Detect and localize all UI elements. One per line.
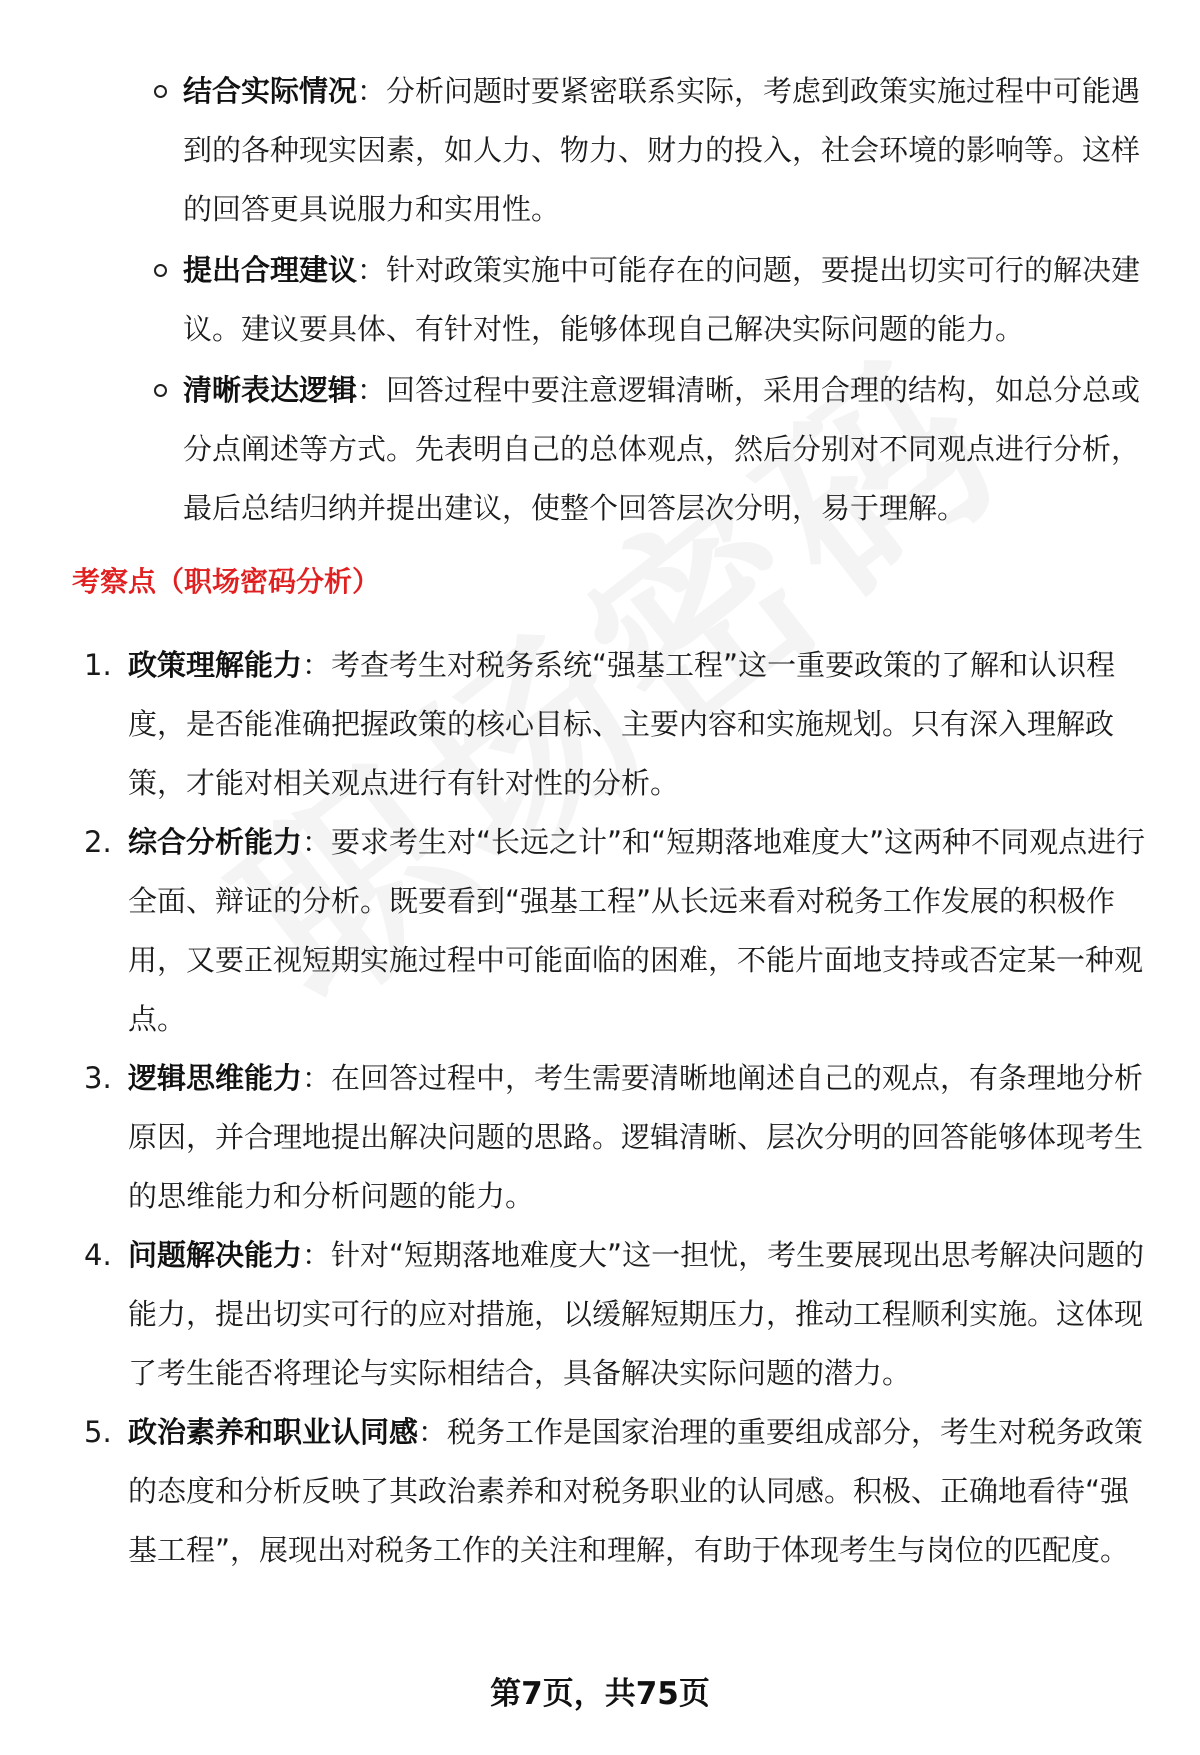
hollow-circle-bullet-icon — [154, 85, 167, 98]
exam-point-list — [72, 636, 1147, 1580]
exam-point-term: 逻辑思维能力 — [128, 1061, 303, 1095]
exam-point-number: 4. — [84, 1238, 112, 1272]
exam-point-item — [72, 1049, 1147, 1226]
exam-point-term: 综合分析能力 — [128, 825, 303, 859]
exam-point-text: ：税务工作是国家治理的重要组成部分，考生对税务政策的态度和分析反映了其政治素养和对税务职业的认同感。积极、正确地看待“强基工程”，展现出对税务工作的关注和理解，有助于体现考生与岗位的匹配度。 — [128, 1415, 1144, 1567]
sub-point-item — [150, 62, 1145, 239]
exam-point-text: ：针对“短期落地难度大”这一担忧，考生要展现出思考解决问题的能力，提出切实可行的应对措施，以缓解短期压力，推动工程顺利实施。这体现了考生能否将理论与实际相结合，具备解决实际问题的潜力。 — [128, 1238, 1145, 1390]
sub-point-term: 提出合理建议 — [183, 253, 358, 287]
exam-point-item — [72, 1403, 1147, 1580]
exam-point-term: 问题解决能力 — [128, 1238, 303, 1272]
page-number-footer: 第7页，共75页 — [490, 1676, 710, 1712]
exam-point-number: 5. — [84, 1415, 112, 1449]
sub-point-term: 结合实际情况 — [183, 74, 358, 108]
sub-point-item — [150, 361, 1145, 538]
exam-point-text: ：考查考生对税务系统“强基工程”这一重要政策的了解和认识程度，是否能准确把握政策的核心目标、主要内容和实施规划。只有深入理解政策，才能对相关观点进行有针对性的分析。 — [128, 648, 1116, 800]
sub-point-text: ：分析问题时要紧密联系实际，考虑到政策实施过程中可能遇到的各种现实因素，如人力、物力、财力的投入，社会环境的影响等。这样的回答更具说服力和实用性。 — [183, 74, 1141, 226]
exam-point-number: 2. — [84, 825, 112, 859]
section-heading: 考察点（职场密码分析） — [72, 565, 381, 598]
sub-point-text: ：回答过程中要注意逻辑清晰，采用合理的结构，如总分总或分点阐述等方式。先表明自己的总体观点，然后分别对不同观点进行分析，最后总结归纳并提出建议，使整个回答层次分明，易于理解。 — [183, 373, 1141, 525]
exam-point-number: 3. — [84, 1061, 112, 1095]
exam-point-term: 政策理解能力 — [128, 648, 303, 682]
exam-point-number: 1. — [84, 648, 112, 682]
exam-point-text: ：要求考生对“长远之计”和“短期落地难度大”这两种不同观点进行全面、辩证的分析。既要看到“强基工程”从长远来看对税务工作发展的积极作用，又要正视短期实施过程中可能面临的困难，不能片面地支持或否定某一种观点。 — [128, 825, 1146, 1036]
exam-point-item — [72, 813, 1147, 1049]
sub-point-text: ：针对政策实施中可能存在的问题，要提出切实可行的解决建议。建议要具体、有针对性，能够体现自己解决实际问题的能力。 — [183, 253, 1141, 346]
hollow-circle-bullet-icon — [154, 384, 167, 397]
exam-point-item — [72, 636, 1147, 813]
sub-point-term: 清晰表达逻辑 — [183, 373, 358, 407]
hollow-circle-bullet-icon — [154, 264, 167, 277]
exam-point-text: ：在回答过程中，考生需要清晰地阐述自己的观点，有条理地分析原因，并合理地提出解决问题的思路。逻辑清晰、层次分明的回答能够体现考生的思维能力和分析问题的能力。 — [128, 1061, 1144, 1213]
exam-point-term: 政治素养和职业认同感 — [128, 1415, 419, 1449]
exam-point-item — [72, 1226, 1147, 1403]
sub-point-list — [150, 62, 1145, 540]
sub-point-item — [150, 241, 1145, 359]
